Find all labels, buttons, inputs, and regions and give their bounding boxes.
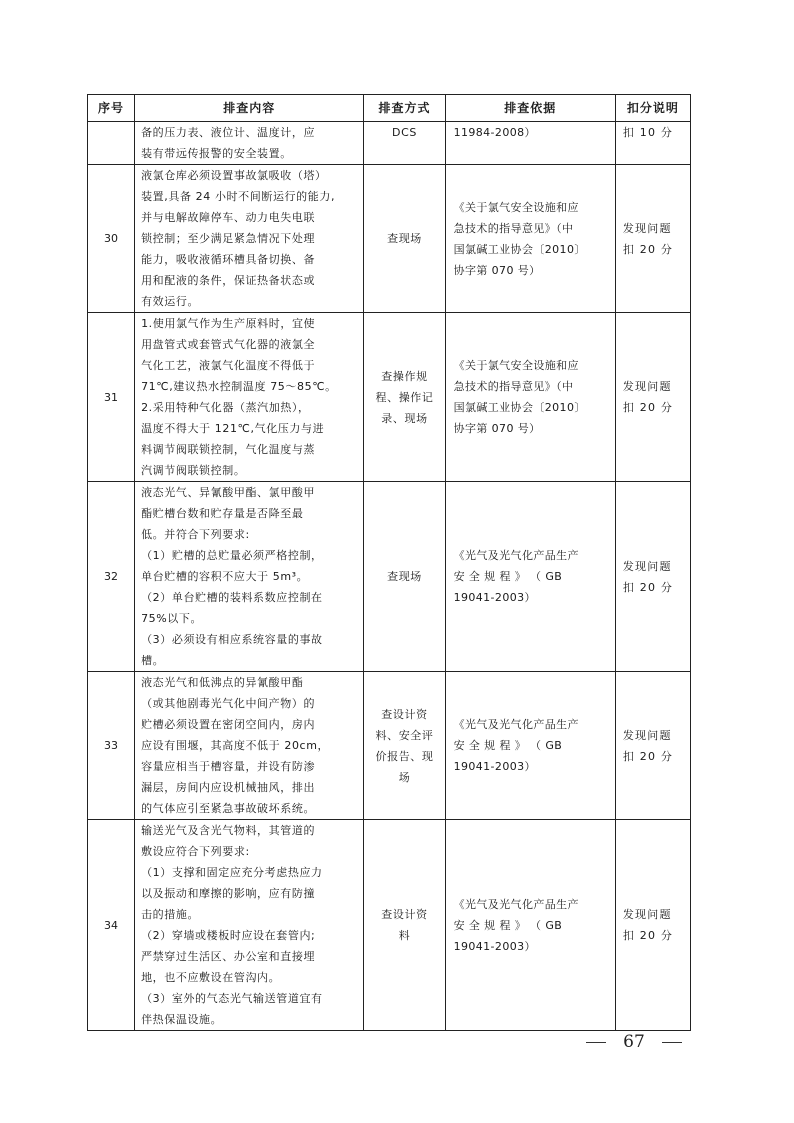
- row-inspection-basis-line: 急技术的指导意见》（中: [453, 221, 574, 235]
- row-inspection-content-line: （或其他剧毒光气化中间产物）的: [141, 697, 316, 710]
- row-inspection-basis-line: 19041-2003）: [453, 591, 536, 604]
- row-inspection-method-line: 料: [398, 929, 411, 942]
- row-inspection-content: [135, 313, 364, 482]
- header-inspection-method: 排查方式: [364, 95, 445, 122]
- row-inspection-content-line: 容量应相当于槽容量，并设有防渗: [141, 760, 316, 773]
- inspection-table: [87, 94, 691, 1031]
- row-inspection-basis: [445, 672, 615, 820]
- header-deduction-note: 扣分说明: [615, 95, 690, 122]
- row-inspection-basis-line: 《关于氯气安全设施和应: [453, 359, 579, 372]
- row-inspection-basis-line: 国氯碱工业协会〔2010〕: [453, 242, 586, 256]
- row-inspection-content-line: 装置,具备 24 小时不间断运行的能力,: [141, 190, 336, 203]
- row-deduction-note-line: 发现问题: [622, 380, 672, 393]
- row-inspection-basis-line: 安 全 规 程 》 （ GB: [453, 918, 563, 932]
- row-inspection-content-line: 备的压力表、液位计、温度计，应: [141, 126, 316, 139]
- row-inspection-basis-line: 《关于氯气安全设施和应: [453, 200, 579, 214]
- row-inspection-basis-line: 安 全 规 程 》 （ GB: [453, 739, 563, 752]
- row-inspection-content-line: 装有带远传报警的安全装置。: [141, 147, 292, 160]
- row-deduction-note-line: 扣 20 分: [622, 242, 674, 256]
- row-deduction-note-line: 扣 20 分: [622, 401, 674, 414]
- row-inspection-basis-line: 急技术的指导意见》（中: [453, 380, 574, 393]
- row-inspection-content-line: 2.采用特种气化器（蒸汽加热），: [141, 401, 310, 414]
- row-inspection-content: [135, 482, 364, 672]
- row-inspection-content: [135, 165, 364, 313]
- row-deduction-note-line: 发现问题: [622, 728, 672, 742]
- table-row: [88, 482, 691, 672]
- row-inspection-basis-line: 《光气及光气化产品生产: [453, 897, 579, 911]
- row-serial-number: 31: [88, 313, 135, 482]
- row-inspection-content-line: 单台贮槽的容积不应大于 5m³。: [141, 570, 309, 583]
- row-inspection-method: [364, 482, 445, 672]
- row-inspection-content-line: 击的措施。: [141, 908, 200, 921]
- row-inspection-content-line: 能力，吸收液循环槽具备切换、备: [141, 253, 316, 266]
- row-inspection-method-line: 查设计资: [381, 908, 428, 921]
- row-inspection-content-line: （3）室外的气态光气输送管道宜有: [141, 992, 323, 1005]
- row-serial-number: 33: [88, 672, 135, 820]
- row-inspection-content-line: 敷设应符合下列要求:: [141, 845, 250, 858]
- row-inspection-method-line: 查现场: [387, 570, 422, 583]
- row-deduction-note: [615, 820, 690, 1031]
- row-inspection-basis-line: 19041-2003）: [453, 939, 536, 953]
- row-inspection-method: [364, 122, 445, 165]
- row-inspection-content: [135, 672, 364, 820]
- row-inspection-basis-line: 《光气及光气化产品生产: [453, 718, 579, 731]
- row-deduction-note-line: 扣 20 分: [622, 929, 674, 942]
- page-dash-left: [586, 1042, 606, 1043]
- row-deduction-note-line: 发现问题: [622, 559, 672, 573]
- row-inspection-content-line: 料调节阀联锁控制，气化温度与蒸: [141, 443, 316, 456]
- row-deduction-note: [615, 165, 690, 313]
- row-inspection-content-line: 用盘管式或套管式气化器的液氯全: [141, 338, 316, 351]
- row-inspection-basis-line: 国氯碱工业协会〔2010〕: [453, 401, 586, 414]
- table-row: [88, 165, 691, 313]
- row-inspection-content-line: （1）支撑和固定应充分考虑热应力: [141, 866, 323, 879]
- row-deduction-note-line: 发现问题: [622, 908, 672, 921]
- row-deduction-note: [615, 122, 690, 165]
- page-number: 67: [623, 1032, 645, 1052]
- page-dash-right: [662, 1042, 682, 1043]
- header-serial-number: 序号: [88, 95, 135, 122]
- row-inspection-content-line: 汽调节阀联锁控制。: [141, 464, 246, 477]
- row-inspection-content-line: 温度不得大于 121℃,气化压力与进: [141, 422, 325, 435]
- table-row: [88, 122, 691, 165]
- row-inspection-content-line: 75%以下。: [141, 612, 203, 625]
- row-serial-number: [88, 122, 135, 165]
- row-inspection-method: [364, 313, 445, 482]
- row-deduction-note: [615, 672, 690, 820]
- table-row: [88, 313, 691, 482]
- page-footer: [586, 1032, 682, 1052]
- row-inspection-basis-line: 19041-2003）: [453, 760, 536, 773]
- row-serial-number: 34: [88, 820, 135, 1031]
- row-inspection-content-line: 低。并符合下列要求:: [141, 528, 250, 541]
- row-inspection-method-line: 查设计资: [381, 707, 428, 721]
- row-deduction-note: [615, 313, 690, 482]
- header-inspection-content: 排查内容: [135, 95, 364, 122]
- row-inspection-content-line: 以及振动和摩擦的影响，应有防撞: [141, 887, 316, 900]
- row-inspection-basis-line: 《光气及光气化产品生产: [453, 549, 579, 562]
- row-inspection-content-line: 锁控制；至少满足紧急情况下处理: [141, 232, 316, 245]
- row-inspection-content-line: 有效运行。: [141, 295, 200, 308]
- row-inspection-method-line: DCS: [392, 126, 417, 139]
- row-inspection-basis-line: 协字第 070 号）: [453, 422, 541, 435]
- row-inspection-content-line: 酯贮槽台数和贮存量是否降至最: [141, 507, 304, 520]
- row-deduction-note-line: 扣 20 分: [622, 580, 674, 594]
- row-inspection-method-line: 料、安全评: [375, 728, 434, 742]
- row-inspection-basis: [445, 820, 615, 1031]
- row-inspection-method-line: 查现场: [387, 232, 422, 245]
- row-inspection-basis: [445, 165, 615, 313]
- row-inspection-method-line: 查操作规: [381, 369, 428, 383]
- row-deduction-note: [615, 482, 690, 672]
- row-inspection-content-line: 液氯仓库必须设置事故氯吸收（塔）: [141, 169, 327, 182]
- row-inspection-content: [135, 820, 364, 1031]
- row-inspection-basis: [445, 482, 615, 672]
- row-inspection-content-line: （3）必须设有相应系统容量的事故: [141, 633, 323, 646]
- row-inspection-method-line: 录、现场: [381, 411, 428, 425]
- row-inspection-content-line: 槽。: [141, 654, 165, 667]
- row-deduction-note-line: 扣 20 分: [622, 749, 674, 763]
- row-inspection-basis-line: 11984-2008）: [453, 126, 536, 139]
- row-inspection-content-line: 液态光气和低沸点的异氰酸甲酯: [141, 676, 304, 689]
- table-row: [88, 672, 691, 820]
- header-inspection-basis: 排查依据: [445, 95, 615, 122]
- table-header-row: [88, 95, 691, 122]
- row-inspection-content-line: 1.使用氯气作为生产原料时，宜使: [141, 317, 316, 330]
- row-inspection-content-line: 漏层，房间内应设机械抽风，排出: [141, 781, 316, 794]
- row-serial-number: 32: [88, 482, 135, 672]
- row-inspection-content-line: 用和配液的条件，保证热备状态或: [141, 274, 316, 287]
- row-inspection-content-line: 的气体应引至紧急事故破坏系统。: [141, 802, 316, 815]
- row-inspection-basis-line: 协字第 070 号）: [453, 263, 541, 277]
- row-inspection-content-line: 输送光气及含光气物料，其管道的: [141, 824, 316, 837]
- row-inspection-content: [135, 122, 364, 165]
- row-inspection-method: [364, 672, 445, 820]
- row-deduction-note-line: 发现问题: [622, 221, 672, 235]
- row-inspection-method: [364, 165, 445, 313]
- row-inspection-method-line: 程、操作记: [375, 390, 434, 404]
- row-inspection-content-line: （2）单台贮槽的装料系数应控制在: [141, 591, 323, 604]
- row-inspection-content-line: 应设有围堰，其高度不低于 20cm，: [141, 739, 330, 752]
- row-inspection-content-line: （2）穿墙或楼板时应设在套管内;: [141, 929, 316, 942]
- table-row: [88, 820, 691, 1031]
- row-inspection-basis-line: 安 全 规 程 》 （ GB: [453, 570, 563, 583]
- row-inspection-method-line: 价报告、现: [375, 749, 434, 763]
- row-inspection-method-line: 场: [398, 770, 411, 784]
- row-inspection-basis: [445, 122, 615, 165]
- row-inspection-content-line: 伴热保温设施。: [141, 1013, 223, 1026]
- row-inspection-method: [364, 820, 445, 1031]
- row-inspection-basis: [445, 313, 615, 482]
- row-inspection-content-line: 71℃,建议热水控制温度 75～85℃。: [141, 380, 337, 393]
- row-inspection-content-line: 并与电解故障停车、动力电失电联: [141, 211, 316, 224]
- row-serial-number: 30: [88, 165, 135, 313]
- row-inspection-content-line: （1）贮槽的总贮量必须严格控制，: [141, 549, 323, 562]
- row-inspection-content-line: 气化工艺，液氯气化温度不得低于: [141, 359, 316, 372]
- row-inspection-content-line: 地，也不应敷设在管沟内。: [141, 971, 281, 984]
- row-inspection-content-line: 液态光气、异氰酸甲酯、氯甲酸甲: [141, 486, 316, 499]
- row-deduction-note-line: 扣 10 分: [622, 126, 674, 139]
- row-inspection-content-line: 严禁穿过生活区、办公室和直接埋: [141, 950, 316, 963]
- row-inspection-content-line: 贮槽必须设置在密闭空间内，房内: [141, 718, 316, 731]
